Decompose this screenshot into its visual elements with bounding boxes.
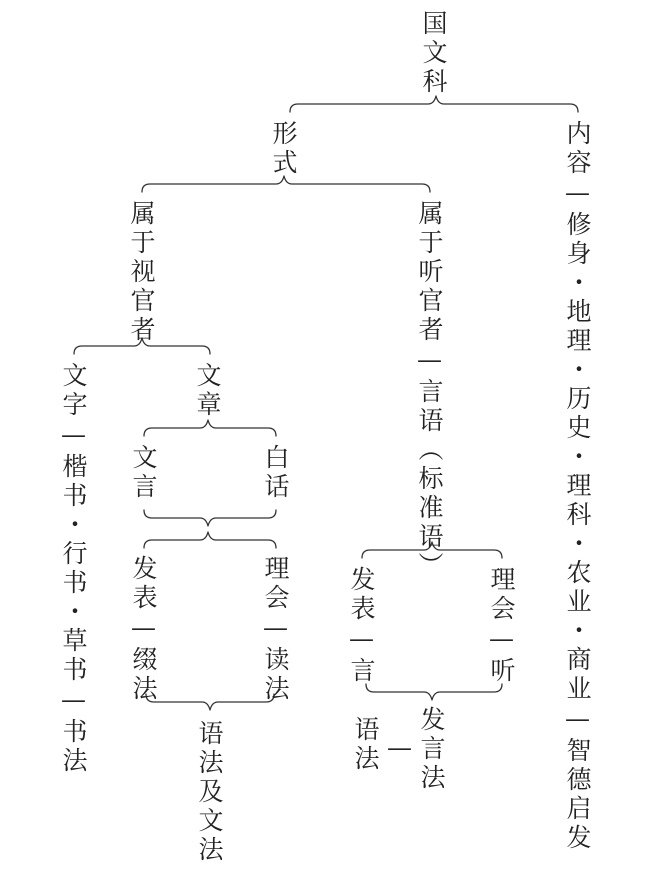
write-express-label: 发表—缀法 (129, 555, 158, 704)
read-understand-label: 理会—读法 (261, 555, 290, 704)
writing-label: 文字—楷书・行书・草书—书法 (59, 362, 88, 776)
speak-express-label: 发表—言 (347, 566, 376, 686)
pronunciation-label: 发言法 (417, 706, 446, 793)
visual-organ-label: 属于视官者 (127, 200, 156, 345)
written-grammar-brace (146, 694, 274, 710)
classical-label: 文言 (129, 444, 158, 502)
composition-brace (144, 420, 276, 436)
grammar-composition-label: 语法及文法 (195, 720, 224, 865)
content-label: 内容—修身・地理・历史・理科・农业・商业—智德启发 (563, 120, 592, 853)
spoken-grammar-brace (366, 684, 502, 700)
form-brace (142, 176, 430, 192)
composition-label: 文章 (193, 362, 222, 420)
style-lower-brace (144, 532, 276, 548)
grammar-link-dash: — (385, 733, 414, 762)
form-label: 形式 (269, 120, 298, 178)
auditory-organ-label: 属于听官者—言语（标准语） (415, 200, 444, 581)
listen-understand-label: 理会—听 (487, 566, 516, 686)
root-label: 国文科 (419, 10, 448, 97)
style-upper-brace (144, 510, 276, 526)
vernacular-label: 白话 (261, 444, 290, 502)
grammar-label: 语法 (351, 716, 380, 774)
root-brace (290, 96, 578, 112)
